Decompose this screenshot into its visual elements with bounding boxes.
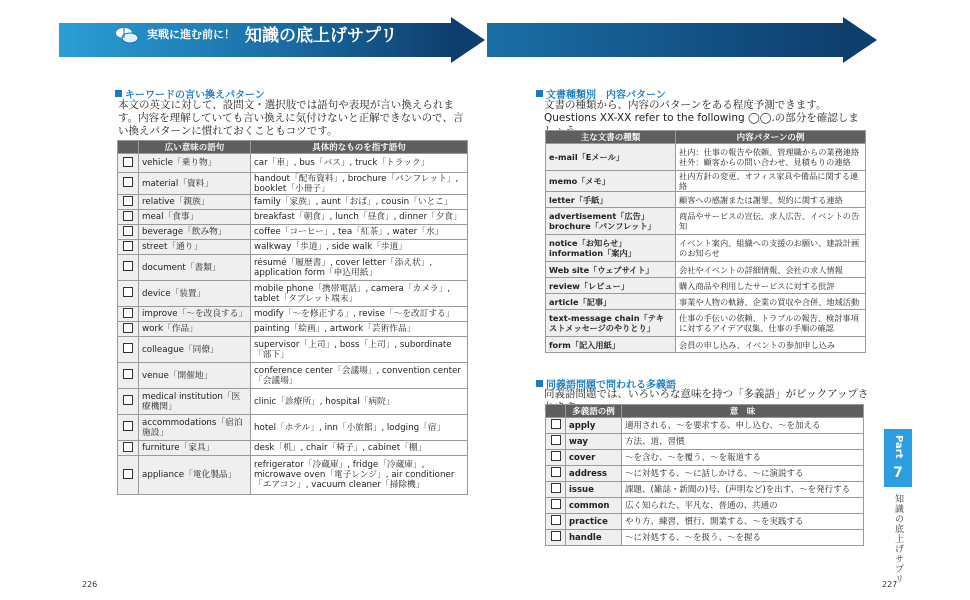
column-header: 多義語の例 bbox=[566, 405, 622, 418]
section-title: 同義語問題で問われる多義語 bbox=[536, 376, 676, 391]
document-type-cell: advertisement「広告」 brochure「パンフレット」 bbox=[546, 208, 676, 235]
checkbox-cell bbox=[546, 530, 566, 546]
checkbox[interactable] bbox=[551, 515, 561, 525]
table-row bbox=[118, 210, 468, 225]
checkbox[interactable] bbox=[123, 196, 133, 206]
term-cell: relative「親族」 bbox=[139, 195, 251, 210]
word-cell: cover bbox=[566, 450, 622, 466]
part-tab[interactable] bbox=[884, 429, 912, 487]
checkbox-cell bbox=[118, 154, 139, 173]
checkbox[interactable] bbox=[123, 421, 133, 431]
checkbox[interactable] bbox=[123, 211, 133, 221]
table-row bbox=[118, 240, 468, 255]
checkbox[interactable] bbox=[551, 531, 561, 541]
examples-cell: breakfast「朝食」, lunch「昼食」, dinner「夕食」 bbox=[251, 210, 468, 225]
table-row bbox=[118, 456, 468, 495]
checkbox-cell bbox=[546, 498, 566, 514]
examples-cell: desk「机」, chair「椅子」, cabinet「棚」 bbox=[251, 441, 468, 456]
content-pattern-cell: 事業や人物の軌跡、企業の買収や合併、地域活動 bbox=[676, 294, 866, 310]
examples-cell: family「家族」, aunt「おば」, cousin「いとこ」 bbox=[251, 195, 468, 210]
content-pattern-cell: 社内方針の変更、オフィス家具や備品に関する連絡 bbox=[676, 171, 866, 192]
part-tab-number: 7 bbox=[893, 465, 903, 481]
column-header: 内容パターンの例 bbox=[676, 131, 866, 144]
checkbox-cell bbox=[118, 441, 139, 456]
checkbox-cell bbox=[118, 363, 139, 389]
checkbox-cell bbox=[118, 389, 139, 415]
banner-subtitle: 実戦に進む前に！ bbox=[147, 28, 235, 41]
word-cell: common bbox=[566, 498, 622, 514]
table-row bbox=[118, 363, 468, 389]
word-cell: address bbox=[566, 466, 622, 482]
table-row bbox=[546, 294, 866, 310]
content-pattern-cell: 会員の申し込み、イベントの参加申し込み bbox=[676, 337, 866, 353]
meaning-cell: 広く知られた、平凡な、普通の、共通の bbox=[622, 498, 864, 514]
checkbox-cell bbox=[118, 225, 139, 240]
checkbox-cell bbox=[546, 450, 566, 466]
document-type-table bbox=[545, 130, 866, 353]
table-row bbox=[546, 144, 866, 171]
document-type-cell: review「レビュー」 bbox=[546, 278, 676, 294]
banner-title: 知識の底上げサプリ bbox=[245, 26, 398, 46]
table-row bbox=[546, 278, 866, 294]
column-header: 広い意味の語句 bbox=[139, 141, 251, 154]
table-row bbox=[118, 322, 468, 337]
section-title: 文書種類別 内容パターン bbox=[536, 86, 666, 101]
checkbox[interactable] bbox=[551, 467, 561, 477]
checkbox-cell bbox=[118, 210, 139, 225]
meaning-cell: ～に対処する、～を扱う、～を握る bbox=[622, 530, 864, 546]
content-pattern-cell: 購入商品や利用したサービスに対する批評 bbox=[676, 278, 866, 294]
table-row bbox=[118, 255, 468, 281]
checkbox-cell bbox=[546, 514, 566, 530]
checkbox[interactable] bbox=[123, 241, 133, 251]
examples-cell: supervisor「上司」, boss「上司」, subordinate「部下」 bbox=[251, 337, 468, 363]
table-row bbox=[118, 225, 468, 240]
table-header-row bbox=[118, 141, 468, 154]
checkbox[interactable] bbox=[123, 308, 133, 318]
section-intro: 同義語問題では、いろいろな意味を持つ「多義語」がピックアップさ bbox=[544, 388, 869, 400]
section-title: キーワードの言い換えパターン bbox=[115, 86, 265, 101]
table-row bbox=[546, 450, 864, 466]
document-type-cell: e-mail「Eメール」 bbox=[546, 144, 676, 171]
table-row bbox=[546, 171, 866, 192]
checkbox[interactable] bbox=[123, 343, 133, 353]
checkbox-cell bbox=[546, 434, 566, 450]
checkbox[interactable] bbox=[123, 157, 133, 167]
term-cell: appliance「電化製品」 bbox=[139, 456, 251, 495]
content-pattern-cell: 社内：仕事の報告や依頼、管理職からの業務連絡 社外：顧客からの問い合わせ、見積もりの連絡 bbox=[676, 144, 866, 171]
term-cell: street「通り」 bbox=[139, 240, 251, 255]
examples-cell: handout「配布資料」, brochure「パンフレット」, booklet「小冊子」 bbox=[251, 173, 468, 195]
checkbox-cell bbox=[118, 173, 139, 195]
chapter-banner bbox=[59, 17, 485, 63]
checkbox-cell bbox=[118, 307, 139, 322]
term-cell: material「資料」 bbox=[139, 173, 251, 195]
checkbox-cell bbox=[118, 322, 139, 337]
checkbox-cell bbox=[118, 456, 139, 495]
document-type-cell: memo「メモ」 bbox=[546, 171, 676, 192]
table-row bbox=[546, 262, 866, 278]
table-row bbox=[546, 235, 866, 262]
column-header: 主な文書の種類 bbox=[546, 131, 676, 144]
document-type-cell: article「記事」 bbox=[546, 294, 676, 310]
checkbox[interactable] bbox=[123, 369, 133, 379]
table-header-row bbox=[546, 131, 866, 144]
checkbox[interactable] bbox=[123, 226, 133, 236]
paraphrase-table bbox=[117, 140, 468, 495]
table-header-row bbox=[546, 405, 864, 418]
term-cell: meal「食事」 bbox=[139, 210, 251, 225]
term-cell: document「書類」 bbox=[139, 255, 251, 281]
meaning-cell: ～に対処する、～に話しかける、～に演説する bbox=[622, 466, 864, 482]
term-cell: device「装置」 bbox=[139, 281, 251, 307]
term-cell: venue「開催地」 bbox=[139, 363, 251, 389]
table-row bbox=[546, 208, 866, 235]
meaning-cell: ～を含む、～を覆う、～を報道する bbox=[622, 450, 864, 466]
checkbox-cell bbox=[118, 337, 139, 363]
examples-cell: refrigerator「冷蔵庫」, fridge「冷蔵庫」, microwave oven「電子レンジ」, air conditioner「エアコン」, vacuum cleaner「掃除機」 bbox=[251, 456, 468, 495]
word-cell: practice bbox=[566, 514, 622, 530]
checkbox[interactable] bbox=[551, 435, 561, 445]
checkbox-cell bbox=[118, 195, 139, 210]
content-pattern-cell: 会社やイベントの詳細情報、会社の求人情報 bbox=[676, 262, 866, 278]
chapter-banner-continued bbox=[487, 17, 881, 63]
table-row bbox=[118, 173, 468, 195]
examples-cell: résumé「履歴書」, cover letter「添え状」, application form「申込用紙」 bbox=[251, 255, 468, 281]
polysemy-table bbox=[545, 404, 864, 546]
examples-cell: mobile phone「携帯電話」, camera「カメラ」, tablet「タブレット端末」 bbox=[251, 281, 468, 307]
checkbox[interactable] bbox=[123, 323, 133, 333]
section-intro: 文書の種類から、内容のパターンをある程度予測できます。Questions XX-XX refer to the following ◯◯.の部分を確認しま bbox=[544, 99, 859, 124]
examples-cell: coffee「コーヒー」, tea「紅茶」, water「水」 bbox=[251, 225, 468, 240]
table-row bbox=[546, 482, 864, 498]
table-row bbox=[546, 530, 864, 546]
word-cell: way bbox=[566, 434, 622, 450]
content-pattern-cell: 仕事の手伝いの依頼、トラブルの報告、検討事項に対するアイデア収集、仕事の手順の確認 bbox=[676, 310, 866, 337]
pills-icon bbox=[115, 26, 139, 44]
term-cell: colleague「同僚」 bbox=[139, 337, 251, 363]
word-cell: handle bbox=[566, 530, 622, 546]
page-number: 227 bbox=[882, 580, 898, 589]
side-section-label: 知識の底上げサプリ bbox=[893, 494, 903, 584]
word-cell: issue bbox=[566, 482, 622, 498]
word-cell: apply bbox=[566, 418, 622, 434]
examples-cell: painting「絵画」, artwork「芸術作品」 bbox=[251, 322, 468, 337]
section-intro: 本文の英文に対して、設問文・選択肢では語句や表現が言い換えられます。内容を理解していても言い換えに気付けないと正解できないので、言い換えパターンに慣れておくこともコツです。 bbox=[118, 99, 464, 137]
content-pattern-cell: 顧客への感謝または謝罪、契約に関する連絡 bbox=[676, 192, 866, 208]
meaning-cell: やり方、練習、慣行、開業する、～を実践する bbox=[622, 514, 864, 530]
meaning-cell: 方法、道、習慣 bbox=[622, 434, 864, 450]
checkbox-cell bbox=[546, 418, 566, 434]
document-type-cell: form「記入用紙」 bbox=[546, 337, 676, 353]
table-row bbox=[118, 195, 468, 210]
term-cell: furniture「家具」 bbox=[139, 441, 251, 456]
table-row bbox=[546, 418, 864, 434]
table-row bbox=[546, 337, 866, 353]
column-header: 意 味 bbox=[622, 405, 864, 418]
checkbox[interactable] bbox=[123, 287, 133, 297]
term-cell: improve「～を改良する」 bbox=[139, 307, 251, 322]
checkbox[interactable] bbox=[551, 451, 561, 461]
term-cell: vehicle「乗り物」 bbox=[139, 154, 251, 173]
meaning-cell: 適用される、～を要求する、申し込む、～を加える bbox=[622, 418, 864, 434]
table-row bbox=[546, 466, 864, 482]
table-row bbox=[118, 415, 468, 441]
checkbox-cell bbox=[118, 255, 139, 281]
term-cell: accommodations「宿泊施設」 bbox=[139, 415, 251, 441]
examples-cell: conference center「会議場」, convention center「会議場」 bbox=[251, 363, 468, 389]
checkbox[interactable] bbox=[123, 177, 133, 187]
checkbox-cell bbox=[546, 466, 566, 482]
meaning-cell: 課題、(雑誌・新聞の)号、(声明など)を出す、～を発行する bbox=[622, 482, 864, 498]
table-row bbox=[546, 514, 864, 530]
checkbox-cell bbox=[118, 240, 139, 255]
checkbox-cell bbox=[546, 482, 566, 498]
part-tab-label: Part bbox=[893, 435, 904, 459]
examples-cell: walkway「歩道」, side walk「歩道」 bbox=[251, 240, 468, 255]
checkbox[interactable] bbox=[123, 261, 133, 271]
table-row bbox=[118, 154, 468, 173]
checkbox[interactable] bbox=[551, 499, 561, 509]
document-type-cell: text-message chain「テキストメッセージのやりとり」 bbox=[546, 310, 676, 337]
content-pattern-cell: 商品やサービスの宣伝、求人広告、イベントの告知 bbox=[676, 208, 866, 235]
term-cell: medical institution「医療機関」 bbox=[139, 389, 251, 415]
document-type-cell: letter「手紙」 bbox=[546, 192, 676, 208]
checkbox[interactable] bbox=[551, 419, 561, 429]
checkbox[interactable] bbox=[551, 483, 561, 493]
checkbox[interactable] bbox=[123, 395, 133, 405]
document-type-cell: Web site「ウェブサイト」 bbox=[546, 262, 676, 278]
table-row bbox=[546, 310, 866, 337]
checkbox-cell bbox=[118, 281, 139, 307]
table-row bbox=[546, 192, 866, 208]
content-pattern-cell: イベント案内、組織への支援のお願い、建設計画のお知らせ bbox=[676, 235, 866, 262]
table-row bbox=[118, 389, 468, 415]
document-type-cell: notice「お知らせ」 information「案内」 bbox=[546, 235, 676, 262]
table-row bbox=[118, 441, 468, 456]
page-number: 226 bbox=[82, 580, 98, 589]
examples-cell: hotel「ホテル」, inn「小旅館」, lodging「宿」 bbox=[251, 415, 468, 441]
table-row bbox=[118, 337, 468, 363]
term-cell: beverage「飲み物」 bbox=[139, 225, 251, 240]
examples-cell: modify「～を修正する」, revise「～を改訂する」 bbox=[251, 307, 468, 322]
checkbox-cell bbox=[118, 415, 139, 441]
examples-cell: car「車」, bus「バス」, truck「トラック」 bbox=[251, 154, 468, 173]
table-row bbox=[546, 434, 864, 450]
checkbox[interactable] bbox=[123, 469, 133, 479]
table-row bbox=[118, 307, 468, 322]
checkbox[interactable] bbox=[123, 442, 133, 452]
table-row bbox=[118, 281, 468, 307]
column-header: 具体的なものを指す語句 bbox=[251, 141, 468, 154]
table-row bbox=[546, 498, 864, 514]
term-cell: work「作品」 bbox=[139, 322, 251, 337]
examples-cell: clinic「診療所」, hospital「病院」 bbox=[251, 389, 468, 415]
